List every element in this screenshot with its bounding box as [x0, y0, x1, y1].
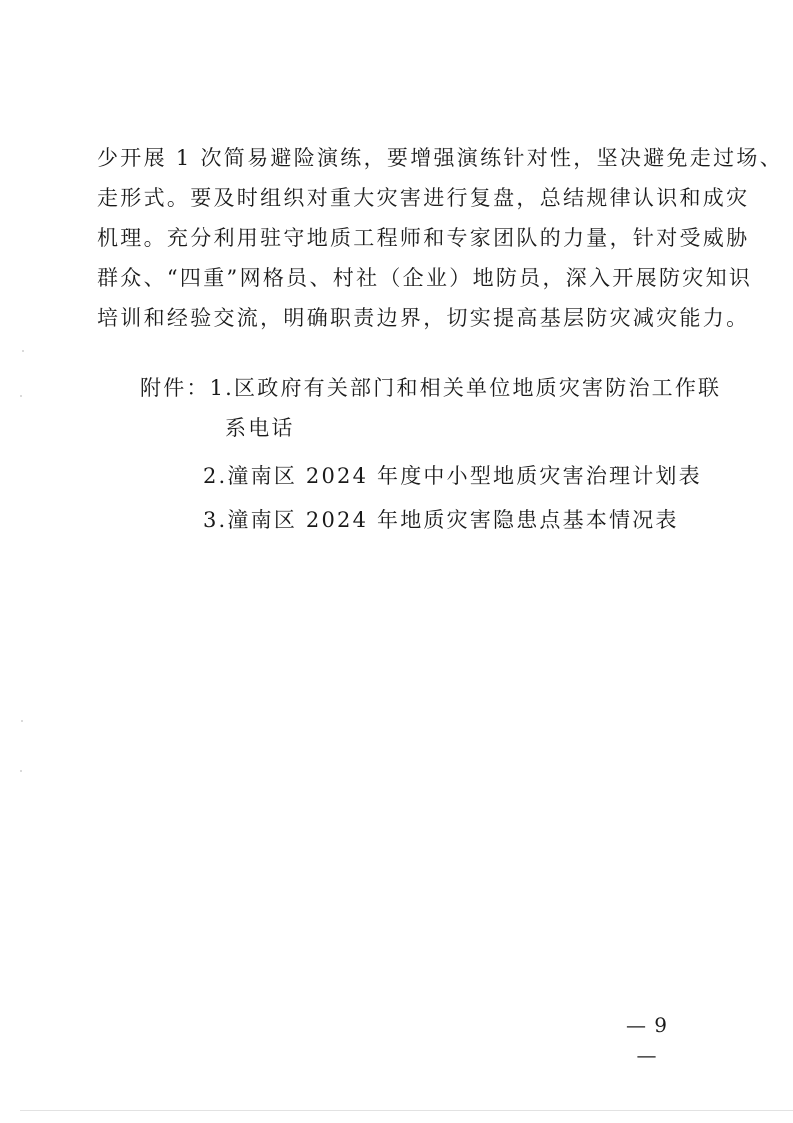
paragraph-line: 走形式。要及时组织对重大灾害进行复盘，总结规律认识和成灾 [97, 186, 750, 210]
body-paragraph [97, 138, 784, 338]
paragraph-line: 群众、“四重”网格员、村社（企业）地防员，深入开展防灾知识 [97, 266, 753, 290]
attachments-label: 附件： [140, 376, 210, 400]
attachment-item-3: 3.潼南区 2024 年地质灾害隐患点基本情况表 [203, 508, 679, 532]
page-number: — 9 — [625, 1013, 669, 1067]
paragraph-line: 机理。充分利用驻守地质工程师和专家团队的力量，针对受威胁 [97, 226, 750, 250]
attachment-item-1-continuation: 系电话 [225, 416, 295, 440]
scan-speck [20, 395, 22, 397]
scan-speck [20, 770, 22, 772]
attachments-list [140, 368, 722, 540]
attachment-item-1-title: 1.区政府有关部门和相关单位地质灾害防治工作联 [209, 376, 722, 400]
scan-speck [22, 350, 24, 352]
scan-speck [21, 720, 23, 722]
attachment-item-2: 2.潼南区 2024 年度中小型地质灾害治理计划表 [203, 464, 702, 488]
attachment-item-1 [140, 368, 722, 408]
paragraph-line: 培训和经验交流，明确职责边界，切实提高基层防灾减灾能力。 [97, 306, 750, 330]
paragraph-line: 少开展 1 次简易避险演练，要增强演练针对性，坚决避免走过场、 [97, 146, 784, 170]
scan-edge-line [20, 1110, 793, 1111]
